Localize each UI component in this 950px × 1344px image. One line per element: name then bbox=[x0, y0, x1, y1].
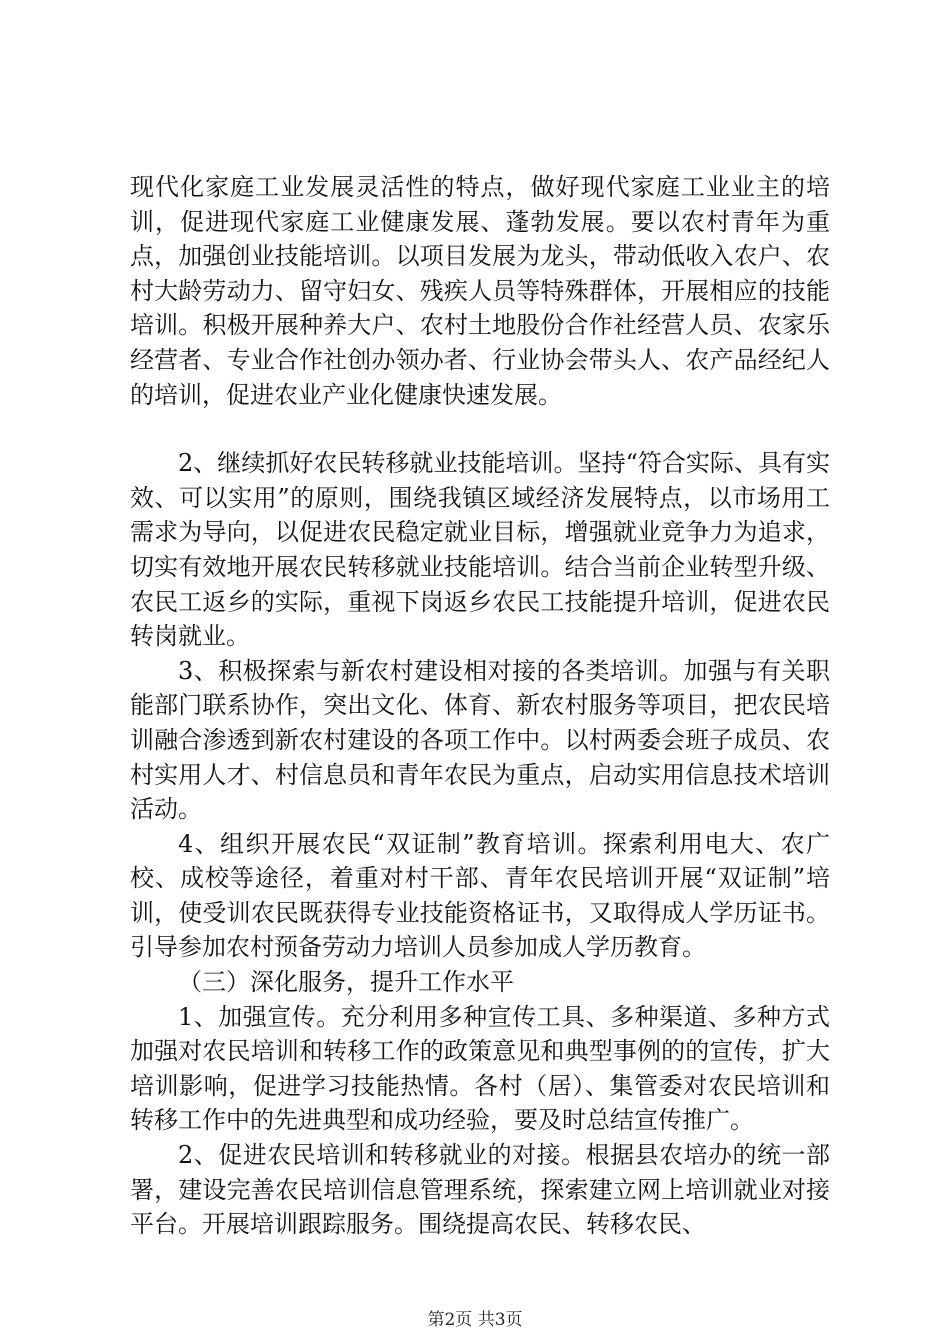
section-heading-3: （三）深化服务，提升工作水平 bbox=[178, 968, 514, 997]
document-body bbox=[130, 170, 830, 1242]
paragraph-item-2-transfer-training: 2、继续抓好农民转移就业技能培训。坚持“符合实际、具有实效、可以实用”的原则，围绕我镇区域经济发展特点，以市场用工需求为导向，以促进农民稳定就业目标，增强就业竞争力为追求，切实有效地开展农民转移就业技能培训。结合当前企业转型升级、农民工返乡的实际，重视下岗返乡农民工技能提升培训，促进农民转岗就业。 bbox=[130, 449, 830, 651]
page-footer: 第2页 共3页 bbox=[427, 1310, 523, 1330]
paragraph-training-employment: 2、促进农民培训和转移就业的对接。根据县农培办的统一部署，建设完善农民培训信息管理系统，探索建立网上培训就业对接平台。开展培训跟踪服务。围绕提高农民、转移农民、 bbox=[130, 1141, 830, 1239]
paragraph-family-industry: 现代化家庭工业发展灵活性的特点，做好现代家庭工业业主的培训，促进现代家庭工业健康发展、蓬勃发展。要以农村青年为重点，加强创业技能培训。以项目发展为龙头，带动低收入农户、农村大龄劳动力、留守妇女、残疾人员等特殊群体，开展相应的技能培训。积极开展种养大户、农村土地股份合作社经营人员、农家乐经营者、专业合作社创办领办者、行业协会带头人、农产品经纪人的培训，促进农业产业化健康快速发展。 bbox=[130, 173, 830, 409]
paragraph-item-4-double-certificate: 4、组织开展农民“双证制”教育培训。探索利用电大、农广校、成校等途径，着重对村干部、青年农民培训开展“双证制”培训，使受训农民既获得专业技能资格证书，又取得成人学历证书。引导参加农村预备劳动力培训人员参加成人学历教育。 bbox=[130, 829, 830, 962]
paragraph-item-3-new-countryside: 3、积极探索与新农村建设相对接的各类培训。加强与有关职能部门联系协作，突出文化、体育、新农村服务等项目，把农民培训融合渗透到新农村建设的各项工作中。以村两委会班子成员、农村实用人才、村信息员和青年农民为重点，启动实用信息技术培训活动。 bbox=[130, 656, 830, 824]
paragraph-publicity: 1、加强宣传。充分利用多种宣传工具、多种渠道、多种方式加强对农民培训和转移工作的政策意见和典型事例的的宣传，扩大培训影响，促进学习技能热情。各村（居）、集管委对农民培训和转移工作中的先进典型和成功经验，要及时总结宣传推广。 bbox=[130, 1002, 830, 1135]
